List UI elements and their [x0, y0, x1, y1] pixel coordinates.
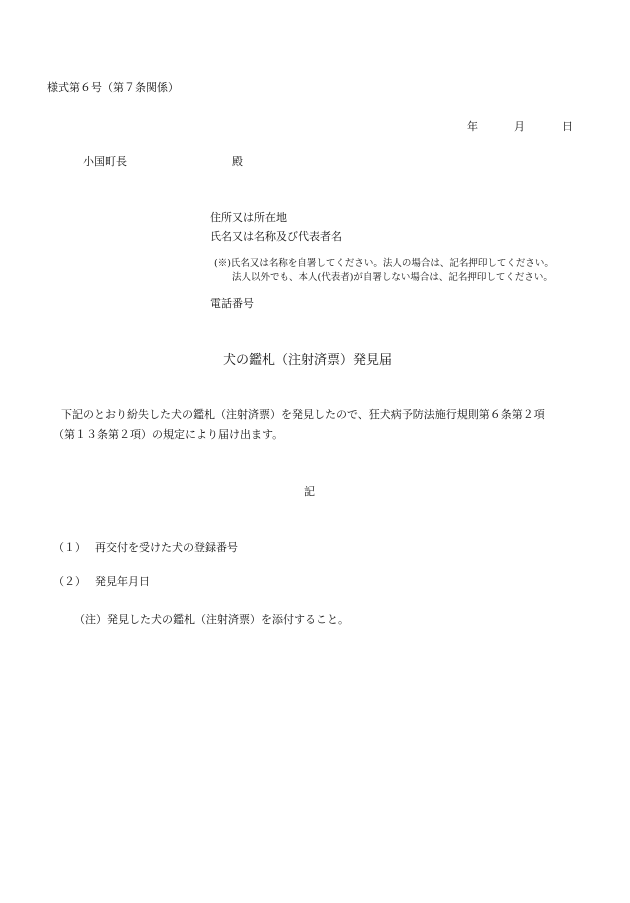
year-label: 年	[467, 120, 478, 133]
day-label: 日	[562, 120, 573, 133]
item-text: 再交付を受けた犬の登録番号	[95, 541, 238, 554]
name-label: 氏名又は名称及び代表者名	[210, 230, 342, 243]
body-line-1: 下記のとおり紛失した犬の鑑札（注射済票）を発見したので、狂犬病予防法施行規則第６条第２項	[61, 408, 545, 421]
document-title: 犬の鑑札（注射済票）発見届	[223, 353, 393, 368]
attachment-note: （注）発見した犬の鑑札（注射済票）を添付すること。	[74, 613, 349, 626]
form-number: 様式第６号（第７条関係）	[47, 81, 179, 94]
body-line-2: （第１３条第２項）の規定により届け出ます。	[53, 428, 284, 441]
phone-label: 電話番号	[210, 297, 254, 310]
item-number: （１）	[53, 541, 86, 554]
signature-note-line1: (※)氏名又は名称を自署してください。法人の場合は、記名押印してください。	[214, 258, 554, 269]
addressee-name: 小国町長	[83, 155, 127, 168]
ki-heading: 記	[304, 485, 315, 498]
address-label: 住所又は所在地	[210, 211, 287, 224]
signature-note-line2: 法人以外でも、本人(代表者)が自署しない場合は、記名押印してください。	[232, 272, 553, 283]
month-label: 月	[514, 120, 525, 133]
item-number: （２）	[53, 575, 86, 588]
item-text: 発見年月日	[95, 575, 150, 588]
addressee-honorific: 殿	[232, 155, 243, 168]
